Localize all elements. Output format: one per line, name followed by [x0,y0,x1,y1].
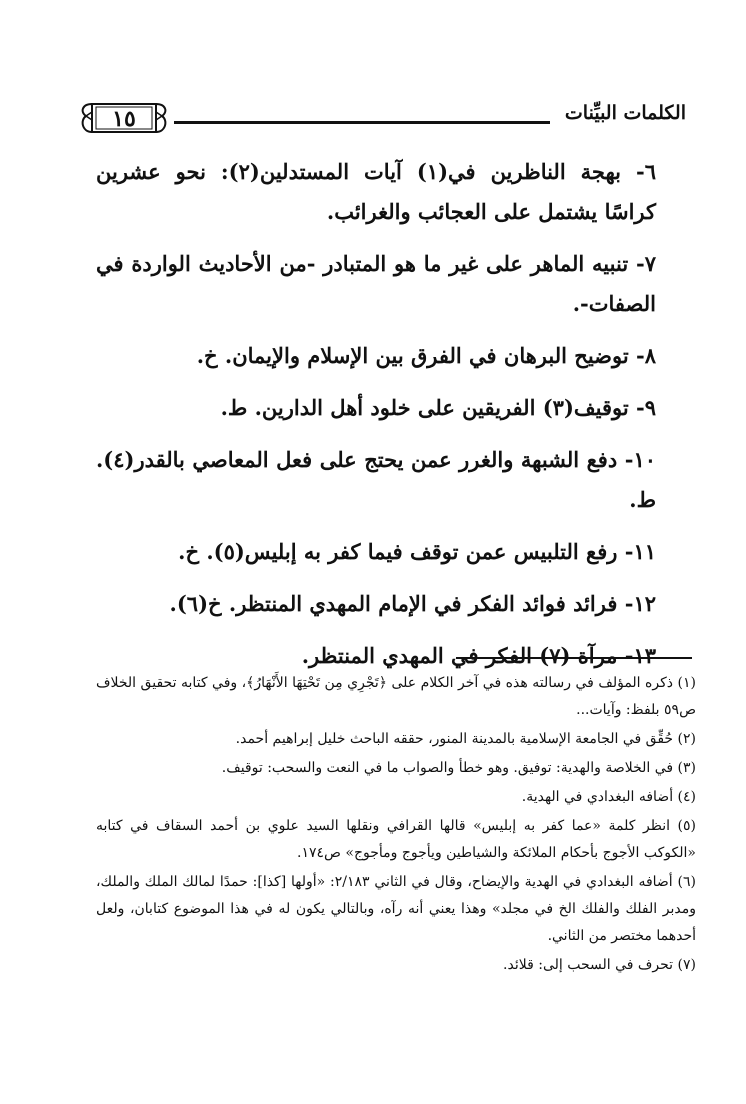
footnote-text: انظر كلمة «عما كفر به إبليس» قالها القرافي ونقلها السيد علوي بن أحمد السقاف في كتابه «الكوكب الأجوج بأحكام الملائكة والشياطين ويأجوج ومأجوج» ص١٧٤. [96,818,696,861]
list-item [96,388,692,428]
list-item [96,584,692,624]
item-number: ٧- [636,251,657,276]
footnote [96,813,696,867]
item-number: ١١- [624,539,656,564]
item-text: توضيح البرهان في الفرق بين الإسلام والإيمان. خ. [196,343,629,368]
footnote-text: حُقِّق في الجامعة الإسلامية بالمدينة المنور، حققه الباحث خليل إبراهيم أحمد. [235,731,674,747]
list-item [96,244,692,324]
list-item [96,152,692,232]
item-text: توقيف(٣) الفريقين على خلود أهل الدارين. ط. [220,395,629,420]
page-number-badge [78,98,170,138]
list-item [96,336,692,376]
item-text: رفع التلبيس عمن توقف فيما كفر به إبليس(٥). خ. [178,539,618,564]
footnotes [96,670,696,981]
item-number: ٩- [636,395,656,420]
footnote [96,755,696,782]
footnote-text: تحرف في السحب إلى: قلائد. [503,957,674,973]
item-text: دفع الشبهة والغرر عمن يحتج على فعل المعاصي بالقدر(٤). ط. [96,447,656,512]
item-number: ١٠- [624,447,656,472]
item-text: فرائد فوائد الفكر في الإمام المهدي المنتظر. خ(٦). [169,591,618,616]
footnote [96,670,696,724]
footnote-number: (٥) [677,818,697,834]
footnote [96,784,696,811]
footnote-text: أضافه البغدادي في الهدية والإيضاح، وقال في الثاني ٢/١٨٣: «أولها [كذا]: حمدًا لمالك الملك والملك، ومدبر الفلك والفلك الخ في مجلد» وهذا يعني أنه رآه، وبالتالي يكون له في هذا الموضوع كتابان، ولعل أحدهما مختصر من الثاني. [96,874,696,944]
item-text: تنبيه الماهر على غير ما هو المتبادر -من الأحاديث الواردة في الصفات-. [96,251,656,316]
item-number: ١٢- [624,591,656,616]
footnote [96,952,696,979]
footnote-separator [456,657,692,659]
list-item [96,440,692,520]
footnote-number: (٧) [677,957,696,973]
footnote [96,869,696,950]
footnote-number: (٣) [677,760,696,776]
header-rule [174,121,550,124]
footnote-number: (٦) [677,874,697,890]
page-number: ١٥ [112,106,136,132]
footnote-text: في الخلاصة والهدية: توفيق. وهو خطأ والصواب ما في النعت والسحب: توقيف. [221,760,674,776]
footnote-number: (٢) [677,731,696,747]
footnote-text: ذكره المؤلف في رسالته هذه في آخر الكلام على ﴿تَجْرِي مِن تَحْتِهَا الأَنْهَارُ﴾، وفي كتابه تحقيق الخلاف ص٥٩ بلفظ: وآيات... [96,675,696,718]
item-number: ١٣- [624,643,656,668]
footnote-text: أضافه البغدادي في الهدية. [521,789,674,805]
item-text: مرآة (٧) الفكر في المهدي المنتظر. [301,643,618,668]
item-number: ٦- [636,159,657,184]
page-header [78,88,692,144]
book-list [96,152,692,688]
footnote [96,726,696,753]
item-text: بهجة الناظرين في(١) آيات المستدلين(٢): نحو عشرين كراسًا يشتمل على العجائب والغرائب. [96,159,656,224]
list-item [96,532,692,572]
footnote-number: (١) [677,675,696,691]
footnote-number: (٤) [677,789,696,805]
running-title: الكلمات البيِّنات [564,102,686,124]
item-number: ٨- [636,343,656,368]
